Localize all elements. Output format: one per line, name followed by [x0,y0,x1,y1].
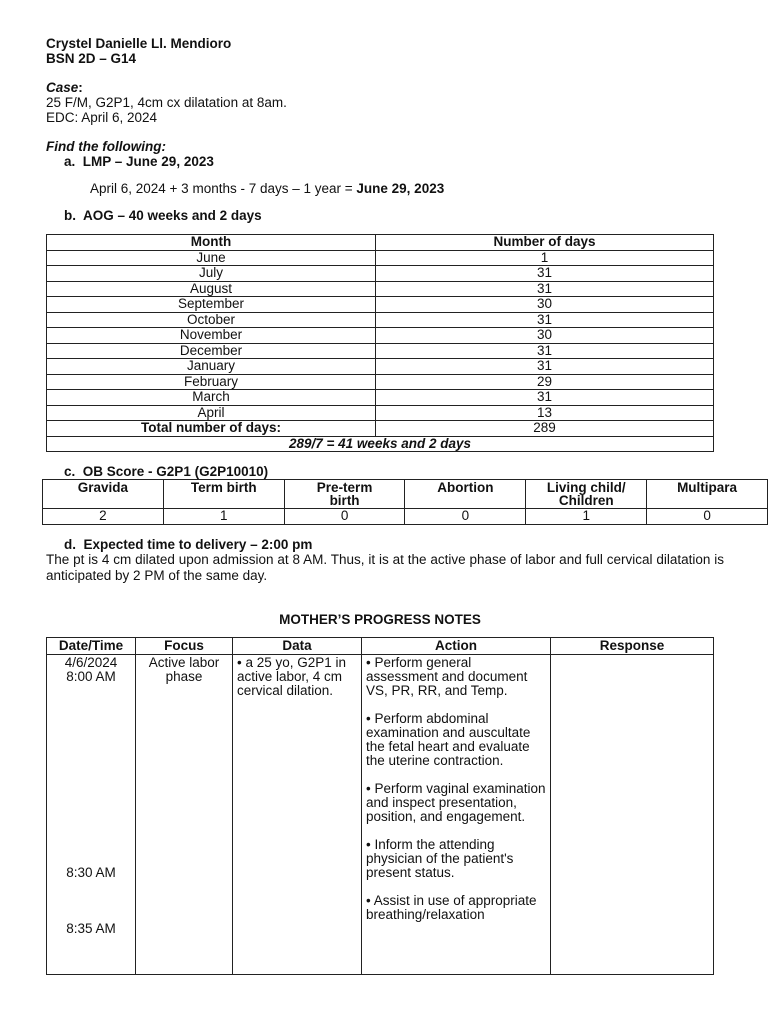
aog-table-body [47,250,714,421]
progress-focus-cell: Active labor phase [136,654,233,974]
aog-cell-days: 31 [376,281,714,297]
aog-cell-month: January [47,359,376,375]
progress-time-3: 8:35 AM [66,920,116,936]
ob-value-cell: 0 [647,509,768,525]
aog-summary: 289/7 = 41 weeks and 2 days [47,436,714,452]
aog-header-row [47,235,714,251]
document-page [46,36,738,975]
aog-header-days: Number of days [376,235,714,251]
case-line-1: 25 F/M, G2P1, 4cm cx dilatation at 8am. [46,95,287,110]
progress-header-datetime: Date/Time [47,637,136,654]
section-c-heading [46,464,714,479]
aog-cell-month: September [47,297,376,313]
aog-cell-days: 31 [376,343,714,359]
aog-cell-month: June [47,250,376,266]
ob-header-cell: Multipara [647,480,768,509]
progress-time-1: 8:00 AM [66,668,116,684]
ob-table-wrap [44,479,754,525]
ob-header-cell: Term birth [163,480,284,509]
ob-score-table [42,479,768,525]
progress-header-response: Response [551,637,714,654]
aog-row [47,359,714,375]
ob-header-cell: Gravida [43,480,164,509]
case-line-2: EDC: April 6, 2024 [46,110,158,125]
ob-value-cell: 0 [405,509,526,525]
aog-cell-month: August [47,281,376,297]
action-item: • Perform general assessment and document VS, PR, RR, and Temp. [366,654,528,698]
section-c-title: OB Score - G2P1 (G2P10010) [82,464,269,479]
action-item: • Inform the attending physician of the patient's present status. [366,836,514,880]
progress-row [47,654,714,974]
ob-value-row [43,509,768,525]
aog-total-label: Total number of days: [47,421,376,437]
progress-date: 4/6/2024 [64,654,118,670]
ob-header-cell: Living child/ Children [526,480,647,509]
section-b-title: AOG – 40 weeks and 2 days [83,208,262,223]
aog-header-month: Month [47,235,376,251]
aog-row [47,390,714,406]
ob-value-cell: 2 [43,509,164,525]
section-d-text: The pt is 4 cm dilated upon admission at 8 AM. Thus, it is at the active phase of labor and full cervical dilatation is anticipated by 2 PM of the same day. [46,551,724,583]
aog-cell-month: October [47,312,376,328]
ob-header-row [43,480,768,509]
aog-cell-month: March [47,390,376,406]
case-label: Case [46,80,79,95]
aog-cell-month: April [47,405,376,421]
action-item: • Perform vaginal examination and inspect presentation, position, and engagement. [366,780,546,824]
action-item: • Perform abdominal examination and auscultate the fetal heart and evaluate the uterine contraction. [366,710,531,768]
progress-action-cell [362,654,551,974]
aog-cell-month: December [47,343,376,359]
lmp-calculation [46,181,714,196]
aog-cell-days: 13 [376,405,714,421]
aog-cell-days: 30 [376,328,714,344]
action-item: • Assist in use of appropriate breathing/relaxation [366,892,537,922]
ob-value-cell: 1 [163,509,284,525]
aog-total-value: 289 [376,421,714,437]
ob-header-cell: Abortion [405,480,526,509]
progress-time-2: 8:30 AM [66,864,116,880]
ob-value-cell: 0 [284,509,405,525]
aog-summary-row [47,436,714,452]
progress-header-data: Data [233,637,362,654]
aog-row [47,297,714,313]
aog-row [47,250,714,266]
aog-cell-days: 1 [376,250,714,266]
progress-response-cell [551,654,714,974]
section-d-heading [46,537,714,552]
progress-data-cell: • a 25 yo, G2P1 in active labor, 4 cm cervical dilation. [233,654,362,974]
find-label: Find the following: [46,139,166,154]
aog-row [47,374,714,390]
section-d-marker: d. [64,536,76,552]
aog-row [47,266,714,282]
aog-total-row [47,421,714,437]
student-section: BSN 2D – G14 [46,51,137,66]
section-a-heading [46,154,714,169]
progress-header-row [47,637,714,654]
case-label-line: Case: [46,80,83,95]
aog-cell-days: 29 [376,374,714,390]
progress-notes-title: MOTHER’S PROGRESS NOTES [279,611,481,627]
progress-datetime-cell [47,654,136,974]
aog-cell-days: 31 [376,312,714,328]
aog-cell-days: 30 [376,297,714,313]
student-name: Crystel Danielle Ll. Mendioro [46,36,232,51]
aog-row [47,312,714,328]
section-a-marker: a. [64,154,76,169]
lmp-calc-result: June 29, 2023 [356,181,445,196]
progress-header-action: Action [362,637,551,654]
aog-row [47,328,714,344]
section-a-title: LMP – June 29, 2023 [82,154,214,169]
progress-notes-table [46,637,714,975]
aog-row [47,281,714,297]
aog-cell-days: 31 [376,359,714,375]
aog-cell-month: February [47,374,376,390]
aog-cell-days: 31 [376,390,714,406]
ob-value-cell: 1 [526,509,647,525]
aog-cell-month: November [47,328,376,344]
aog-row [47,343,714,359]
aog-cell-month: July [47,266,376,282]
lmp-calc-prefix: April 6, 2024 + 3 months - 7 days – 1 year = [90,181,357,196]
progress-header-focus: Focus [136,637,233,654]
section-b-heading [46,208,714,223]
section-d-title: Expected time to delivery – 2:00 pm [83,536,313,552]
ob-header-cell: Pre-term birth [284,480,405,509]
aog-row [47,405,714,421]
aog-cell-days: 31 [376,266,714,282]
aog-table [46,234,714,452]
section-b-marker: b. [64,208,76,223]
section-c-marker: c. [64,464,76,479]
